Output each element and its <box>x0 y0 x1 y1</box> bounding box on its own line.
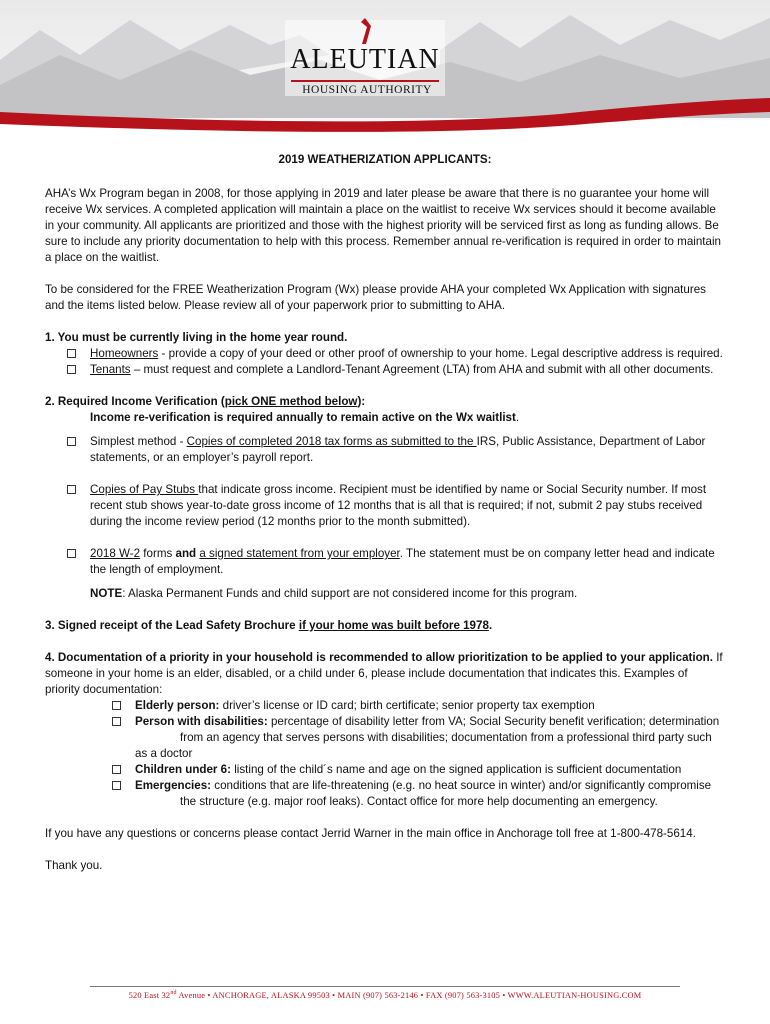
footer-address: 520 East 32nd Avenue • ANCHORAGE, ALASKA 99503 • MAIN (907) 563-2146 • FAX (907) 563-3105 • WWW.ALEUTIAN-HOUSING.COM <box>128 990 642 1000</box>
page-title: 2019 WEATHERIZATION APPLICANTS: <box>278 153 492 166</box>
checkbox-icon <box>67 349 76 358</box>
closing: Thank you. <box>45 859 103 872</box>
logo <box>285 18 445 98</box>
list-item-tail: as a doctor <box>135 747 193 760</box>
item-label: Homeowners <box>90 347 159 360</box>
list-item: Person with disabilities: percentage of disability letter from VA; Social Security benefit verification; determination <box>45 714 725 730</box>
list-item <box>45 346 725 362</box>
section-4-paragraph: 4. Documentation of a priority in your household is recommended to allow prioritization to be applied to your application. If someone in your home is an elder, disabled, or a child under 6, please include documentation that indicates this. Examples of priority documentation: <box>45 651 723 696</box>
checkbox-icon <box>67 365 76 374</box>
list-item: Copies of Pay Stubs that indicate gross income. Recipient must be identified by name or Social Security number. If most recent stub shows year-to-date gross income of 12 months that is all that is required; if not, submit 2 pay stubs received during the income review period (12 months prior to the month submitted). <box>45 482 725 530</box>
footer-divider <box>90 986 680 987</box>
logo-subtitle: HOUSING AUTHORITY <box>302 84 432 96</box>
section-3-heading: 3. Signed receipt of the Lead Safety Brochure if your home was built before 1978. <box>45 619 493 632</box>
list-item-continuation: from an agency that serves persons with disabilities; documentation from a professional third party such <box>180 731 712 744</box>
item-text: - provide a copy of your deed or other proof of ownership to your home. Legal descriptive address is required. <box>158 347 723 360</box>
checkbox-icon <box>67 485 76 494</box>
list-item <box>45 362 725 378</box>
logo-word: ALEUTIAN <box>290 44 440 75</box>
reverify-note: Income re-verification is required annually to remain active on the Wx waitlist. <box>90 411 520 424</box>
checkbox-icon <box>112 781 121 790</box>
section-1-heading: 1. You must be currently living in the home year round. <box>45 331 348 344</box>
note: NOTE: Alaska Permanent Funds and child support are not considered income for this program. <box>90 587 578 600</box>
consider-paragraph: To be considered for the FREE Weatherization Program (Wx) please provide AHA your completed Wx Application with signatures and the items listed below. Please review all of your paperwork prior to submitting to AHA. <box>45 283 706 312</box>
questions-paragraph: If you have any questions or concerns please contact Jerrid Warner in the main office in Anchorage toll free at 1-800-478-5614. <box>45 827 696 840</box>
item-text: – must request and complete a Landlord-Tenant Agreement (LTA) from AHA and submit with all other documents. <box>130 363 714 376</box>
letterhead <box>0 0 770 135</box>
checkbox-icon <box>67 549 76 558</box>
list-item: 2018 W-2 forms and a signed statement from your employer. The statement must be on company letter head and indicate the length of employment. <box>45 546 725 578</box>
list-item: Simplest method - Copies of completed 2018 tax forms as submitted to the IRS, Public Assistance, Department of Labor statements, or an employer’s payroll report. <box>45 434 725 466</box>
intro-paragraph: AHA’s Wx Program began in 2008, for those applying in 2019 and later please be aware that there is no guarantee your home will receive Wx services. A completed application will maintain a place on the waitlist to receive Wx services should it become available in your community. All applicants are prioritized and those with the highest priority will be serviced first as long as funding allows. Be sure to include any priority documentation to help with this process. Remember annual re-verification is required in order to maintain a place on the waitlist. <box>45 187 721 264</box>
item-label: Tenants <box>90 363 131 376</box>
checkbox-icon <box>112 717 121 726</box>
list-item: Children under 6: listing of the child´s name and age on the signed application is sufficient documentation <box>45 762 725 778</box>
checkbox-icon <box>112 765 121 774</box>
checkbox-icon <box>112 701 121 710</box>
logo-rule <box>291 80 439 82</box>
section-2-heading: 2. Required Income Verification (pick ONE method below): <box>45 395 366 408</box>
checkbox-icon <box>67 437 76 446</box>
letter-body <box>45 152 725 874</box>
list-item: Elderly person: driver’s license or ID card; birth certificate; senior property tax exemption <box>45 698 725 714</box>
list-item: Emergencies: conditions that are life-threatening (e.g. no heat source in winter) and/or significantly compromise <box>45 778 725 794</box>
list-item-continuation: the structure (e.g. major roof leaks). Contact office for more help documenting an emergency. <box>180 795 658 808</box>
